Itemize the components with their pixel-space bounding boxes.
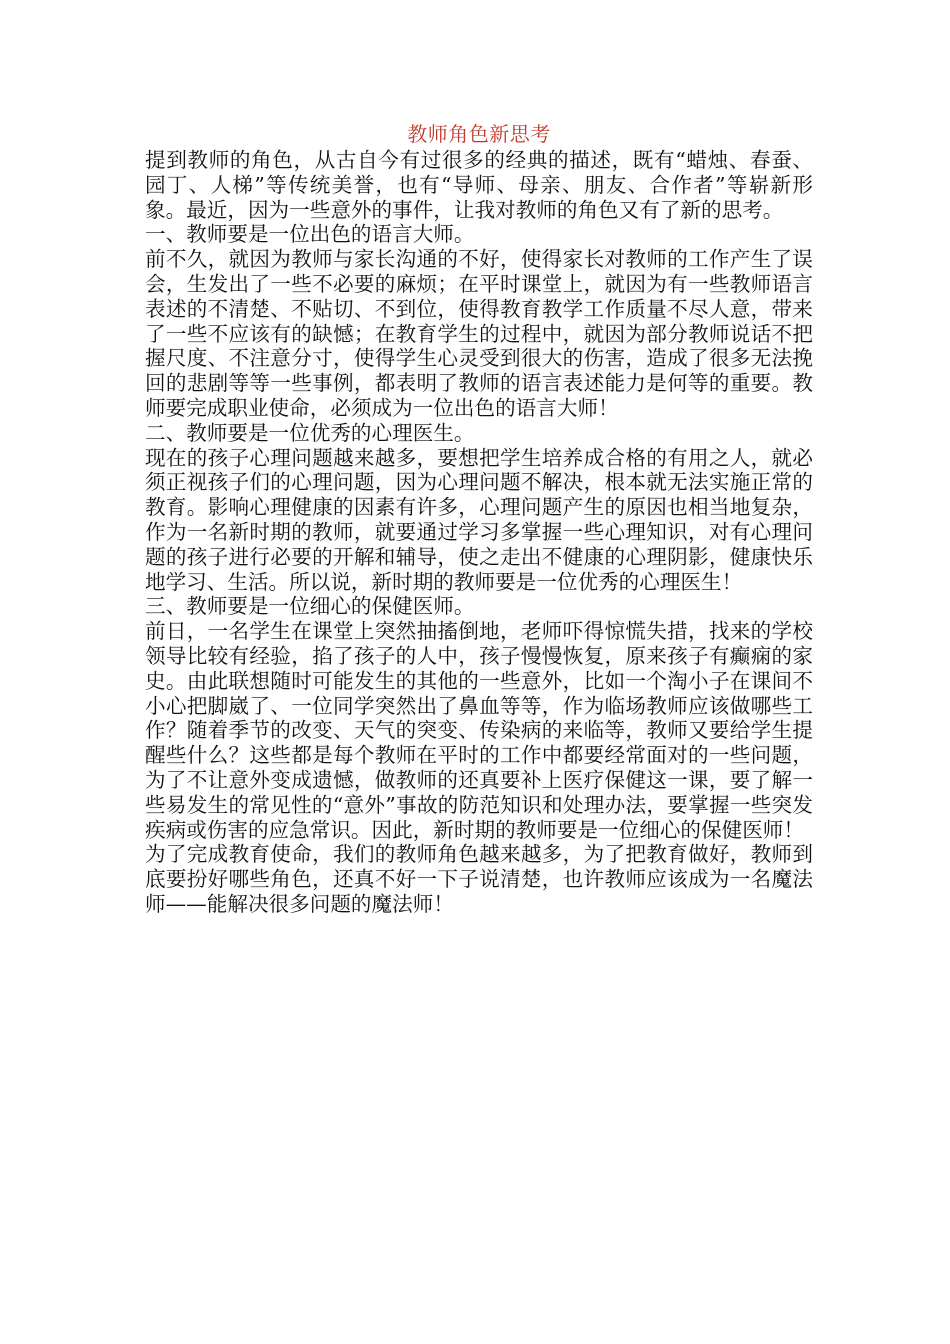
intro-paragraph: 提到教师的角色，从古自今有过很多的经典的描述，既有“蜡烛、春蚕、园丁、人梯”等传统美誉，也有“导师、母亲、朋友、合作者”等崭新形象。最近，因为一些意外的事件，让我对教师的角色又有了新的思考。 [145, 148, 813, 222]
section-body-2: 现在的孩子心理问题越来越多，要想把学生培养成合格的有用之人，就必须正视孩子们的心理问题，因为心理问题不解决，根本就无法实施正常的教育。影响心理健康的因素有许多，心理问题产生的原因也相当地复杂，作为一名新时期的教师，就要通过学习多掌握一些心理知识，对有心理问题的孩子进行必要的开解和辅导，使之走出不健康的心理阴影，健康快乐地学习、生活。所以说，新时期的教师要是一位优秀的心理医生！ [145, 445, 813, 594]
section-heading-2: 二、教师要是一位优秀的心理医生。 [145, 420, 475, 445]
section-body-1: 前不久，就因为教师与家长沟通的不好，使得家长对教师的工作产生了误会，生发出了一些不必要的麻烦；在平时课堂上，就因为有一些教师语言表述的不清楚、不贴切、不到位，使得教育教学工作质量不尽人意，带来了一些不应该有的缺憾；在教育学生的过程中，就因为部分教师说话不把握尺度、不注意分寸，使得学生心灵受到很大的伤害，造成了很多无法挽回的悲剧等等一些事例，都表明了教师的语言表述能力是何等的重要。教师要完成职业使命，必须成为一位出色的语言大师！ [145, 247, 813, 420]
section-heading-3: 三、教师要是一位细心的保健医师。 [145, 594, 475, 619]
conclusion-paragraph: 为了完成教育使命，我们的教师角色越来越多，为了把教育做好，教师到底要扮好哪些角色，还真不好一下子说清楚，也许教师应该成为一名魔法师——能解决很多问题的魔法师！ [145, 842, 813, 916]
section-body-3: 前日，一名学生在课堂上突然抽搐倒地，老师吓得惊慌失措，找来的学校领导比较有经验，掐了孩子的人中，孩子慢慢恢复，原来孩子有癫痫的家史。由此联想随时可能发生的其他的一些意外，比如一个淘小子在课间不小心把脚崴了、一位同学突然出了鼻血等等，作为临场教师应该做哪些工作？随着季节的改变、天气的突变、传染病的来临等，教师又要给学生提醒些什么？这些都是每个教师在平时的工作中都要经常面对的一些问题，为了不让意外变成遗憾，做教师的还真要补上医疗保健这一课，要了解一些易发生的常见性的“意外”事故的防范知识和处理办法，要掌握一些突发疾病或伤害的应急常识。因此，新时期的教师要是一位细心的保健医师！ [145, 619, 813, 842]
document-title: 教师角色新思考 [407, 122, 551, 146]
document-page [145, 118, 813, 917]
section-heading-1: 一、教师要是一位出色的语言大师。 [145, 222, 475, 247]
